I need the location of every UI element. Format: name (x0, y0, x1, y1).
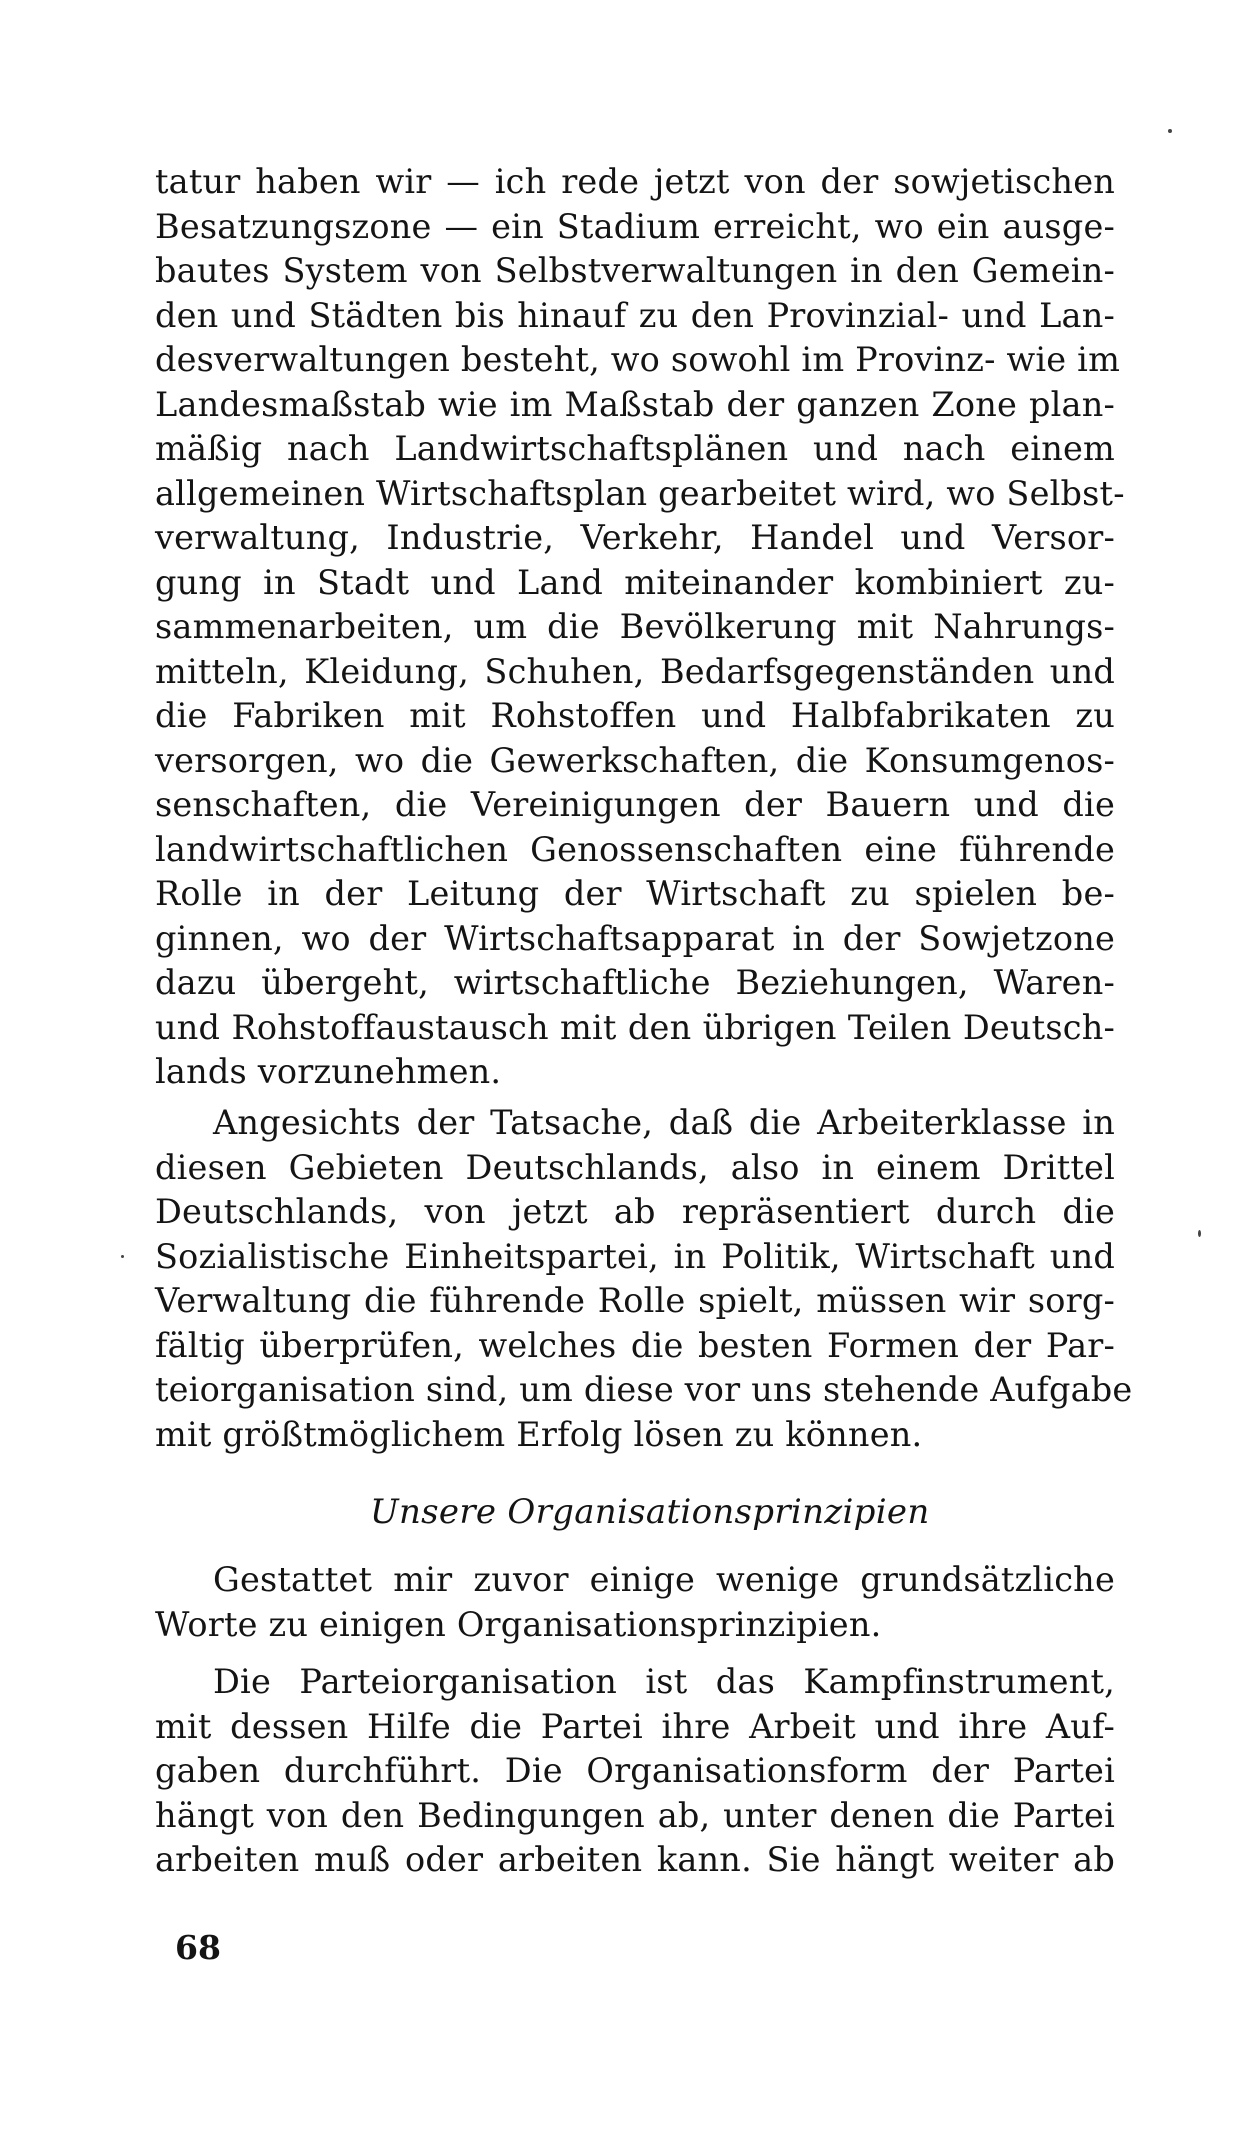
paragraph-1 (155, 160, 1125, 1095)
text-line: fältig überprüfen, welches die besten Formen der Par- (155, 1325, 1115, 1365)
text-line: lands vorzunehmen. (155, 1052, 502, 1091)
text-line: die Fabriken mit Rohstoffen und Halbfabrikaten zu (155, 696, 1115, 735)
text-line: sammenarbeiten, um die Bevölkerung mit Nahrungs- (155, 607, 1115, 646)
text-line: mit dessen Hilfe die Partei ihre Arbeit und ihre Auf- (155, 1706, 1115, 1746)
text-line: verwaltung, Industrie, Verkehr, Handel und Versor- (155, 518, 1115, 557)
text-line: mäßig nach Landwirtschaftsplänen und nach einem (155, 429, 1115, 468)
text-line: versorgen, wo die Gewerkschaften, die Konsumgenos- (155, 740, 1115, 780)
text-line: Besatzungszone — ein Stadium erreicht, wo ein ausge- (155, 206, 1115, 246)
paragraph-2 (155, 1101, 1133, 1457)
text-line: allgemeinen Wirtschaftsplan gearbeitet wird, wo Selbst- (155, 473, 1125, 513)
text-line: teiorganisation sind, um diese vor uns stehende Aufgabe (155, 1370, 1133, 1409)
text-line: Worte zu einigen Organisationsprinzipien. (155, 1604, 882, 1644)
text-line: desverwaltungen besteht, wo sowohl im Provinz- wie im (155, 340, 1121, 379)
text-line: diesen Gebieten Deutschlands, also in einem Drittel (155, 1147, 1115, 1187)
text-line: mitteln, Kleidung, Schuhen, Bedarfsgegenständen und (155, 651, 1115, 691)
text-line: Angesichts der Tatsache, daß die Arbeiterklasse in (213, 1103, 1115, 1142)
paragraph-3 (155, 1558, 1115, 1647)
text-line: mit größtmöglichem Erfolg lösen zu können. (155, 1414, 923, 1454)
text-line: gaben durchführt. Die Organisationsform der Partei (155, 1751, 1115, 1790)
section-heading: Unsere Organisationsprinzipien (370, 1492, 930, 1532)
text-line: und Rohstoffaustausch mit den übrigen Teilen Deutsch- (155, 1007, 1115, 1047)
scan-speck (121, 1255, 124, 1258)
text-line: Sozialistische Einheitspartei, in Politik, Wirtschaft und (155, 1236, 1115, 1276)
text-line: dazu übergeht, wirtschaftliche Beziehungen, Waren- (155, 963, 1115, 1002)
text-line: ginnen, wo der Wirtschaftsapparat in der Sowjetzone (155, 918, 1115, 958)
text-line: Deutschlands, von jetzt ab repräsentiert durch die (155, 1192, 1115, 1231)
text-line: tatur haben wir — ich rede jetzt von der sowjetischen (155, 162, 1115, 201)
text-line: Die Parteiorganisation ist das Kampfinstrument, (213, 1662, 1115, 1701)
text-line: senschaften, die Vereinigungen der Bauern und die (155, 785, 1115, 824)
text-line: Landesmaßstab wie im Maßstab der ganzen Zone plan- (155, 384, 1115, 424)
page-number: 68 (175, 1928, 221, 1967)
text-line: landwirtschaftlichen Genossenschaften eine führende (155, 829, 1115, 869)
text-line: den und Städten bis hinauf zu den Provinzial- und Lan- (155, 295, 1115, 335)
text-line: Rolle in der Leitung der Wirtschaft zu spielen be- (155, 874, 1115, 913)
text-line: Verwaltung die führende Rolle spielt, müssen wir sorg- (155, 1281, 1115, 1320)
paragraph-4 (155, 1660, 1115, 1883)
text-line: bautes System von Selbstverwaltungen in den Gemein- (155, 251, 1115, 290)
text-line: gung in Stadt und Land miteinander kombiniert zu- (155, 562, 1115, 602)
text-line: arbeiten muß oder arbeiten kann. Sie hängt weiter ab (155, 1840, 1115, 1879)
scan-speck (1198, 1230, 1201, 1237)
text-line: hängt von den Bedingungen ab, unter denen die Partei (155, 1795, 1115, 1835)
text-line: Gestattet mir zuvor einige wenige grundsätzliche (213, 1560, 1115, 1599)
scan-speck (1168, 129, 1172, 133)
